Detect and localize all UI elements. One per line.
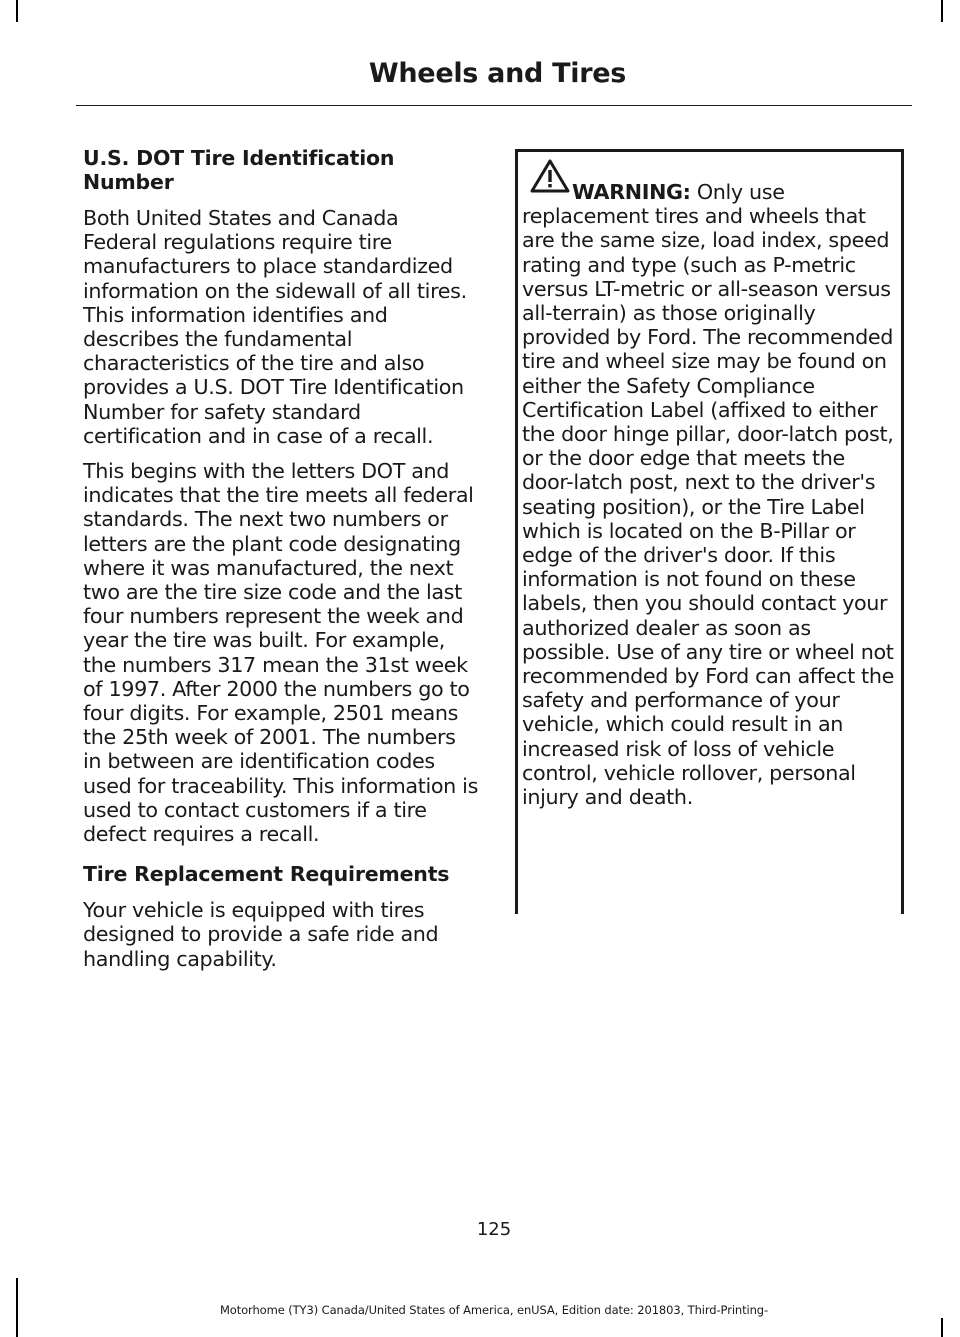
crop-mark-top-right bbox=[941, 0, 943, 22]
crop-mark-bottom-right bbox=[941, 1318, 943, 1337]
header-divider bbox=[76, 105, 912, 106]
warning-body: Only use replacement tires and wheels that are the same size, load index, speed rating and type (such as P-metric versus LT-metric or all-season versus all-terrain) as those originally provided by Ford. The recommended tire and wheel size may be found on either the Safety Compliance Certification Label (affixed to either the door hinge pillar, door-latch post, or the door edge that meets the door-latch post, next to the driver's seating position), or the Tire Label which is located on the B-Pillar or edge of the driver's door. If this information is not found on these labels, then you should contact your authorized dealer as soon as possible. Use of any tire or wheel not recommended by Ford can affect the safety and performance of your vehicle, which could result in an increased risk of loss of vehicle control, vehicle rollover, personal injury and death. bbox=[522, 180, 894, 810]
warning-text bbox=[522, 180, 900, 809]
left-column bbox=[83, 146, 478, 982]
document-footer: Motorhome (TY3) Canada/United States of America, enUSA, Edition date: 201803, Third-Printing- bbox=[219, 1303, 769, 1317]
page-header-title: Wheels and Tires bbox=[368, 58, 626, 89]
section-heading-tire-replacement: Tire Replacement Requirements bbox=[83, 862, 450, 887]
paragraph-regulations: Both United States and Canada Federal regulations require tire manufacturers to place standardized information on the sidewall of all tires. This information identifies and describes the fundamental characteristics of the tire and also provides a U.S. DOT Tire Identification Number for safety standard certification and in case of a recall. bbox=[83, 206, 467, 448]
paragraph-dot-code: This begins with the letters DOT and indicates that the tire meets all federal standards. The next two numbers or letters are the plant code designating where it was manufactured, the next two are the tire size code and the last four numbers represent the week and year the tire was built. For example, the numbers 317 mean the 31st week of 1997. After 2000 the numbers go to four digits. For example, 2501 means the 25th week of 2001. The numbers in between are identification codes used for traceability. This information is used to contact customers if a tire defect requires a recall. bbox=[83, 459, 478, 847]
warning-label: WARNING: bbox=[572, 180, 691, 204]
crop-mark-top-left bbox=[16, 0, 18, 22]
paragraph-tire-capability: Your vehicle is equipped with tires designed to provide a safe ride and handling capability. bbox=[83, 898, 439, 971]
page-number: 125 bbox=[476, 1219, 512, 1240]
section-heading-dot-tin: U.S. DOT Tire Identification Number bbox=[83, 146, 395, 194]
